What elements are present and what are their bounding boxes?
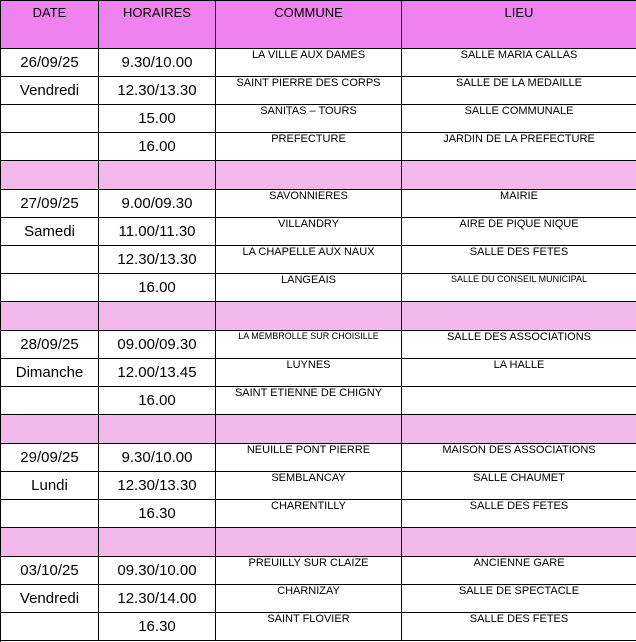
date-cell: Samedi xyxy=(1,218,99,246)
separator-row xyxy=(1,161,636,190)
time-cell: 12.00/13.45 xyxy=(99,359,216,387)
date-cell: 26/09/25 xyxy=(1,49,99,77)
separator-row xyxy=(1,528,636,557)
commune-cell: LANGEAIS xyxy=(216,274,402,302)
lieu-cell xyxy=(402,387,636,415)
date-cell xyxy=(1,133,99,161)
time-cell: 16.00 xyxy=(99,387,216,415)
separator-cell xyxy=(216,161,402,190)
date-cell: 28/09/25 xyxy=(1,331,99,359)
date-cell: 03/10/25 xyxy=(1,557,99,585)
separator-cell xyxy=(99,528,216,557)
schedule-row xyxy=(1,246,636,274)
commune-cell: CHARENTILLY xyxy=(216,500,402,528)
commune-cell: PREFECTURE xyxy=(216,133,402,161)
time-cell: 16.30 xyxy=(99,613,216,641)
lieu-cell: SALLE MARIA CALLAS xyxy=(402,49,636,77)
commune-cell: SAINT PIERRE DES CORPS xyxy=(216,77,402,105)
date-cell: 27/09/25 xyxy=(1,190,99,218)
schedule-row xyxy=(1,472,636,500)
header-commune: COMMUNE xyxy=(216,1,402,49)
commune-cell: SEMBLANCAY xyxy=(216,472,402,500)
date-cell xyxy=(1,274,99,302)
separator-cell xyxy=(402,528,636,557)
lieu-cell: SALLE DES FETES xyxy=(402,613,636,641)
schedule-row xyxy=(1,331,636,359)
time-cell: 12.30/13.30 xyxy=(99,77,216,105)
lieu-cell: LA HALLE xyxy=(402,359,636,387)
separator-cell xyxy=(99,415,216,444)
commune-cell: LA VILLE AUX DAMES xyxy=(216,49,402,77)
commune-cell: SANITAS – TOURS xyxy=(216,105,402,133)
schedule-row xyxy=(1,444,636,472)
lieu-cell: SALLE DES FETES xyxy=(402,500,636,528)
separator-cell xyxy=(1,528,99,557)
lieu-cell: SALLE DES FETES xyxy=(402,246,636,274)
header-row xyxy=(1,1,636,49)
separator-cell xyxy=(1,302,99,331)
time-cell: 09.30/10.00 xyxy=(99,557,216,585)
time-cell: 12.30/13.30 xyxy=(99,472,216,500)
schedule-row xyxy=(1,190,636,218)
lieu-cell: MAIRIE xyxy=(402,190,636,218)
header-date: DATE xyxy=(1,1,99,49)
lieu-cell: SALLE COMMUNALE xyxy=(402,105,636,133)
date-cell: Lundi xyxy=(1,472,99,500)
commune-cell: NEUILLE PONT PIERRE xyxy=(216,444,402,472)
date-cell xyxy=(1,387,99,415)
schedule-row xyxy=(1,133,636,161)
time-cell: 9.30/10.00 xyxy=(99,444,216,472)
commune-cell: LA CHAPELLE AUX NAUX xyxy=(216,246,402,274)
date-cell xyxy=(1,500,99,528)
separator-row xyxy=(1,302,636,331)
schedule-row xyxy=(1,49,636,77)
header-horaires: HORAIRES xyxy=(99,1,216,49)
separator-cell xyxy=(99,161,216,190)
schedule-row xyxy=(1,500,636,528)
schedule-row xyxy=(1,585,636,613)
separator-cell xyxy=(1,415,99,444)
schedule-row xyxy=(1,387,636,415)
schedule-row xyxy=(1,77,636,105)
table-left-border xyxy=(0,0,1,642)
separator-cell xyxy=(216,302,402,331)
separator-cell xyxy=(216,415,402,444)
separator-cell xyxy=(1,161,99,190)
separator-cell xyxy=(402,415,636,444)
lieu-cell: JARDIN DE LA PREFECTURE xyxy=(402,133,636,161)
date-cell: Dimanche xyxy=(1,359,99,387)
date-cell xyxy=(1,246,99,274)
commune-cell: SAINT FLOVIER xyxy=(216,613,402,641)
lieu-cell: MAISON DES ASSOCIATIONS xyxy=(402,444,636,472)
commune-cell: VILLANDRY xyxy=(216,218,402,246)
date-cell: 29/09/25 xyxy=(1,444,99,472)
lieu-cell: SALLE DU CONSEIL MUNICIPAL xyxy=(402,274,636,302)
commune-cell: LUYNES xyxy=(216,359,402,387)
date-cell xyxy=(1,105,99,133)
commune-cell: PREUILLY SUR CLAIZE xyxy=(216,557,402,585)
time-cell: 16.00 xyxy=(99,133,216,161)
separator-cell xyxy=(216,528,402,557)
time-cell: 9.30/10.00 xyxy=(99,49,216,77)
time-cell: 9.00/09.30 xyxy=(99,190,216,218)
separator-row xyxy=(1,415,636,444)
date-cell: Vendredi xyxy=(1,77,99,105)
schedule-row xyxy=(1,613,636,641)
separator-cell xyxy=(402,161,636,190)
commune-cell: SAVONNIERES xyxy=(216,190,402,218)
schedule-row xyxy=(1,557,636,585)
time-cell: 16.30 xyxy=(99,500,216,528)
commune-cell: SAINT ETIENNE DE CHIGNY xyxy=(216,387,402,415)
time-cell: 12.30/13.30 xyxy=(99,246,216,274)
commune-cell: LA MEMBROLLE SUR CHOISILLE xyxy=(216,331,402,359)
time-cell: 09.00/09.30 xyxy=(99,331,216,359)
time-cell: 11.00/11.30 xyxy=(99,218,216,246)
time-cell: 16.00 xyxy=(99,274,216,302)
lieu-cell: ANCIENNE GARE xyxy=(402,557,636,585)
lieu-cell: SALLE DES ASSOCIATIONS xyxy=(402,331,636,359)
lieu-cell: SALLE CHAUMET xyxy=(402,472,636,500)
schedule-body xyxy=(1,49,636,641)
time-cell: 12.30/14.00 xyxy=(99,585,216,613)
separator-cell xyxy=(99,302,216,331)
schedule-row xyxy=(1,359,636,387)
lieu-cell: AIRE DE PIQUE NIQUE xyxy=(402,218,636,246)
schedule-row xyxy=(1,218,636,246)
lieu-cell: SALLE DE SPECTACLE xyxy=(402,585,636,613)
lieu-cell: SALLE DE LA MEDAILLE xyxy=(402,77,636,105)
date-cell xyxy=(1,613,99,641)
date-cell: Vendredi xyxy=(1,585,99,613)
commune-cell: CHARNIZAY xyxy=(216,585,402,613)
schedule-row xyxy=(1,274,636,302)
time-cell: 15.00 xyxy=(99,105,216,133)
schedule-row xyxy=(1,105,636,133)
separator-cell xyxy=(402,302,636,331)
header-lieu: LIEU xyxy=(402,1,636,49)
